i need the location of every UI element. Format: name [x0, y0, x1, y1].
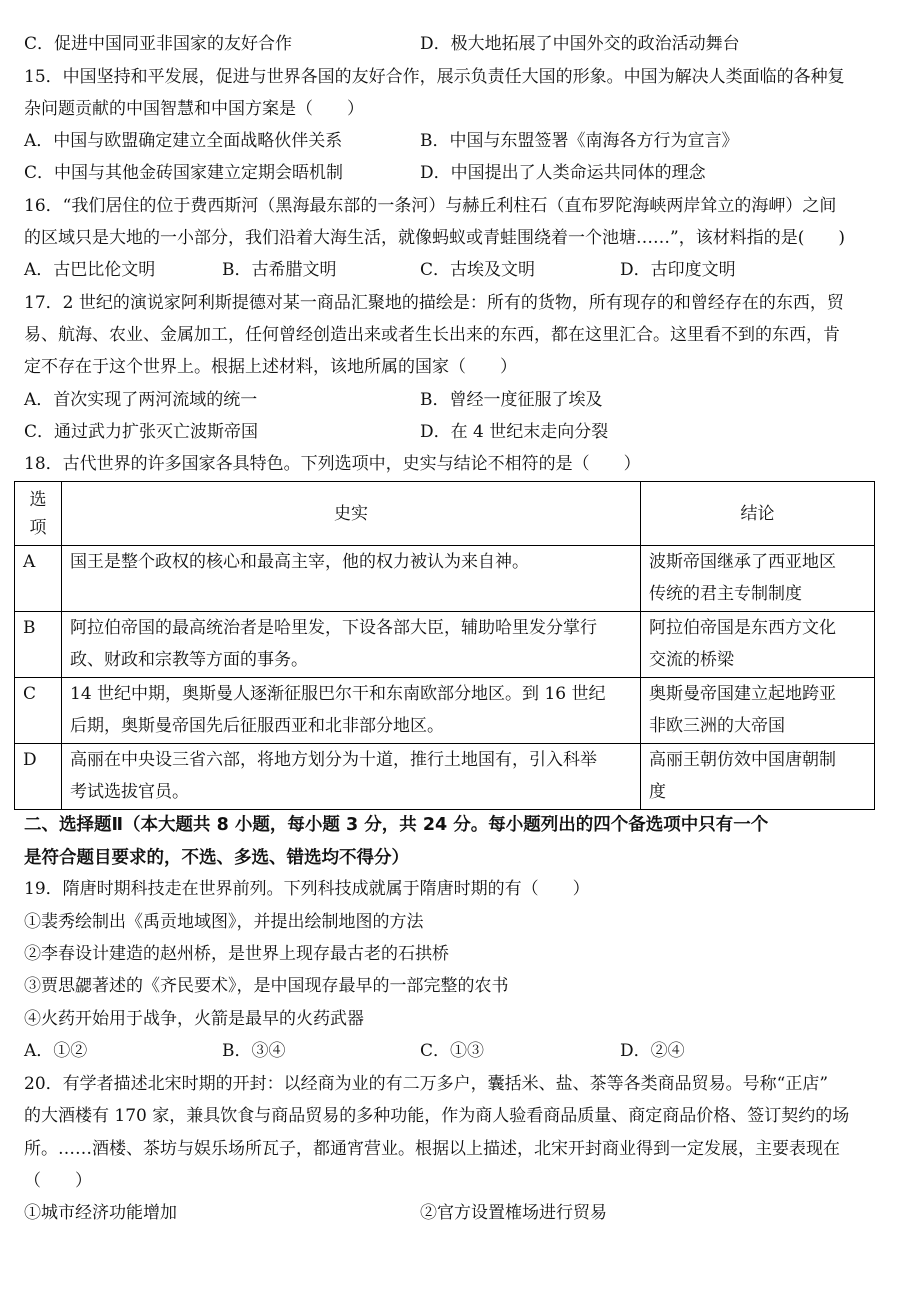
q16-option-a: A．古巴比伦文明 — [24, 260, 156, 280]
row-fact-line1: 14 世纪中期，奥斯曼人逐渐征服巴尔干和东南欧部分地区。到 16 世纪 — [70, 684, 606, 704]
q19-item-4: ④火药开始用于战争，火箭是最早的火药武器 — [24, 1009, 364, 1029]
row-label: A — [15, 546, 62, 612]
header-fact: 史实 — [62, 482, 641, 546]
q19-stem: 19．隋唐时期科技走在世界前列。下列科技成就属于隋唐时期的有（ ） — [24, 879, 590, 899]
q18-stem: 18．古代世界的许多国家各具特色。下列选项中，史实与结论不相符的是（ ） — [24, 454, 641, 474]
section-heading-line2: 是符合题目要求的，不选、多选、错选均不得分） — [24, 848, 409, 868]
table-row — [15, 744, 875, 810]
q20-stem-line4: （ ） — [24, 1171, 92, 1191]
row-fact: 国王是整个政权的核心和最高主宰，他的权力被认为来自神。 — [62, 546, 641, 612]
row-fact — [62, 678, 641, 744]
row-fact-line2: 政、财政和宗教等方面的事务。 — [70, 650, 308, 670]
q17-option-a: A．首次实现了两河流域的统一 — [24, 390, 258, 410]
header-conclusion: 结论 — [641, 482, 875, 546]
q15-stem-line2: 杂问题贡献的中国智慧和中国方案是（ ） — [24, 99, 364, 119]
q16-stem-line1: 16．“我们居住的位于费西斯河（黑海最东部的一条河）与赫丘利柱石（直布罗陀海峡两岸耸立的海岬）之间 — [24, 196, 837, 216]
q17-option-d: D．在 4 世纪末走向分裂 — [420, 422, 609, 442]
q17-stem-line3: 定不存在于这个世界上。根据上述材料，该地所属的国家（ ） — [24, 357, 517, 377]
header-option — [15, 482, 62, 546]
row-fact-line1: 高丽在中央设三省六部，将地方划分为十道，推行土地国有，引入科举 — [70, 750, 597, 770]
row-label: D — [15, 744, 62, 810]
q19-option-d: D．②④ — [620, 1041, 685, 1061]
q19-option-a: A．①② — [24, 1041, 88, 1061]
row-label: B — [15, 612, 62, 678]
q16-option-b: B．古希腊文明 — [222, 260, 337, 280]
row-conclusion — [641, 612, 875, 678]
q17-option-c: C．通过武力扩张灭亡波斯帝国 — [24, 422, 259, 442]
q20-stem-line1: 20．有学者描述北宋时期的开封：以经商为业的有二万多户，囊括米、盐、茶等各类商品贸易。号称“正店” — [24, 1074, 829, 1094]
row-conclusion-line1: 波斯帝国继承了西亚地区 — [649, 552, 836, 572]
q15-option-b: B．中国与东盟签署《南海各方行为宣言》 — [420, 131, 739, 151]
q20-item-2: ②官方设置榷场进行贸易 — [420, 1203, 607, 1223]
header-option-line1: 选 — [29, 489, 47, 510]
row-conclusion-line2: 交流的桥梁 — [649, 650, 734, 670]
q15-option-a: A．中国与欧盟确定建立全面战略伙伴关系 — [24, 131, 343, 151]
q18-table — [14, 481, 875, 810]
q19-item-1: ①裴秀绘制出《禹贡地域图》，并提出绘制地图的方法 — [24, 912, 424, 932]
row-conclusion-line1: 高丽王朝仿效中国唐朝制 — [649, 750, 836, 770]
row-fact-line2: 考试选拔官员。 — [70, 782, 189, 802]
table-row — [15, 678, 875, 744]
row-conclusion-line2: 传统的君主专制制度 — [649, 584, 802, 604]
row-conclusion-line2: 非欧三洲的大帝国 — [649, 716, 785, 736]
row-conclusion — [641, 678, 875, 744]
row-conclusion — [641, 546, 875, 612]
row-fact — [62, 744, 641, 810]
q15-stem-line1: 15．中国坚持和平发展，促进与世界各国的友好合作，展示负责任大国的形象。中国为解决人类面临的各种复 — [24, 67, 845, 87]
row-fact-line1: 阿拉伯帝国的最高统治者是哈里发，下设各部大臣，辅助哈里发分掌行 — [70, 618, 597, 638]
q15-option-c: C．中国与其他金砖国家建立定期会晤机制 — [24, 163, 344, 183]
q19-option-b: B．③④ — [222, 1041, 286, 1061]
q20-stem-line2: 的大酒楼有 170 家，兼具饮食与商品贸易的多种功能，作为商人验看商品质量、商定商品价格、签订契约的场 — [24, 1106, 850, 1126]
row-conclusion-line2: 度 — [649, 782, 666, 802]
q16-option-d: D．古印度文明 — [620, 260, 736, 280]
table-row — [15, 546, 875, 612]
section-heading-line1: 二、选择题Ⅱ（本大题共 8 小题，每小题 3 分，共 24 分。每小题列出的四个备选项中只有一个 — [24, 815, 769, 835]
row-conclusion-line1: 奥斯曼帝国建立起地跨亚 — [649, 684, 836, 704]
q19-option-c: C．①③ — [420, 1041, 485, 1061]
q17-stem-line1: 17．2 世纪的演说家阿利斯提德对某一商品汇聚地的描绘是：所有的货物，所有现存的和曾经存在的东西，贸 — [24, 293, 844, 313]
q19-item-2: ②李春设计建造的赵州桥，是世界上现存最古老的石拱桥 — [24, 944, 449, 964]
q20-stem-line3: 所。……酒楼、茶坊与娱乐场所瓦子，都通宵营业。根据以上描述，北宋开封商业得到一定发展，主要表现在 — [24, 1139, 840, 1159]
q17-option-b: B．曾经一度征服了埃及 — [420, 390, 603, 410]
q16-option-c: C．古埃及文明 — [420, 260, 536, 280]
q19-item-3: ③贾思勰著述的《齐民要术》，是中国现存最早的一部完整的农书 — [24, 976, 509, 996]
row-conclusion — [641, 744, 875, 810]
q17-stem-line2: 易、航海、农业、金属加工，任何曾经创造出来或者生长出来的东西，都在这里汇合。这里看不到的东西，肯 — [24, 325, 840, 345]
header-option-line2: 项 — [29, 517, 47, 538]
row-fact — [62, 612, 641, 678]
row-conclusion-line1: 阿拉伯帝国是东西方文化 — [649, 618, 836, 638]
q14-option-d: D．极大地拓展了中国外交的政治活动舞台 — [420, 34, 740, 54]
q18-table-header — [15, 482, 875, 546]
row-fact-line2: 后期，奥斯曼帝国先后征服西亚和北非部分地区。 — [70, 716, 444, 736]
row-label: C — [15, 678, 62, 744]
table-row — [15, 612, 875, 678]
q16-stem-line2: 的区域只是大地的一小部分，我们沿着大海生活，就像蚂蚁或青蛙围绕着一个池塘……”，该材料指的是( ) — [24, 228, 845, 248]
q14-option-c: C．促进中国同亚非国家的友好合作 — [24, 34, 293, 54]
q15-option-d: D．中国提出了人类命运共同体的理念 — [420, 163, 706, 183]
q20-item-1: ①城市经济功能增加 — [24, 1203, 177, 1223]
